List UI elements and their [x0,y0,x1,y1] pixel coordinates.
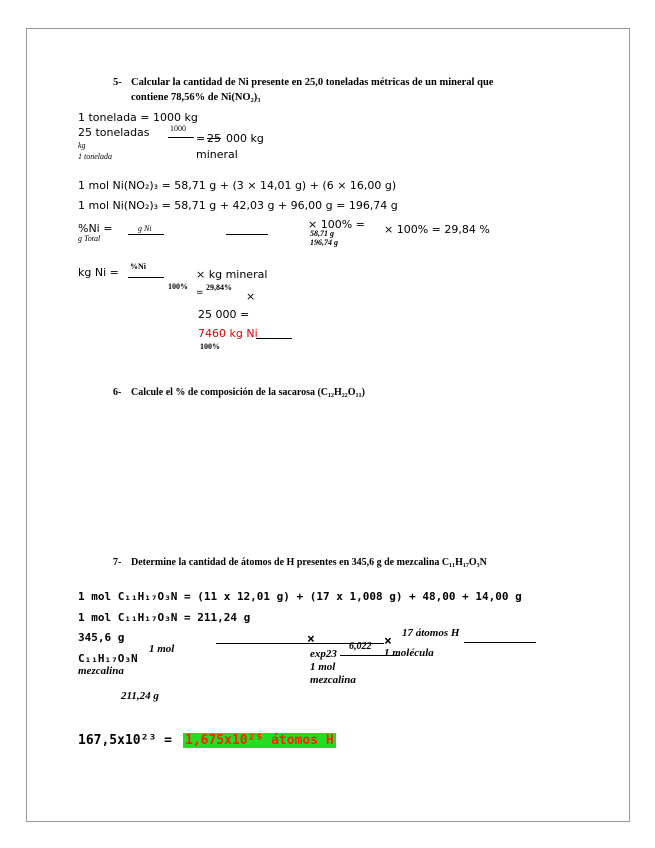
pct-result: × 100% = 29,84 % [384,223,490,236]
kg-eq-prefix: = [196,288,204,298]
pct-denominator: g Total [78,234,101,243]
kg-times: × [246,290,256,303]
ton-equivalence: 1 tonelada = 1000 kg [78,111,198,124]
molar-mass-line1: 1 mol Ni(NO₂)₃ = 58,71 g + (3 × 14,01 g) + (6 × 16,00 g) [78,179,397,192]
q7-times1: × [307,632,315,647]
pct-label: %Ni = [78,222,113,235]
q6-statement: Calcule el % de composición de la sacarosa (C₁₂H₂₂O₁₁) [131,387,365,398]
frac-denominator: 1 tonelada [78,152,112,161]
q7-one-molecula: 1 molécula [384,647,434,659]
q5-statement-line1: Calcular la cantidad de Ni presente en 25,0 toneladas métricas de un mineral que [131,77,494,88]
kg-result-bar [256,338,292,339]
q7-number: 7- [113,557,122,568]
q6-number: 6- [113,387,122,398]
q7-final-lhs: 167,5x10²³ = [78,733,172,748]
kg-100: 100% [200,342,220,351]
kg-denominator: 100% [168,282,188,291]
q7-mezcalina: mezcalina [78,665,124,677]
pct-frac-num: 58,71 g [310,229,334,238]
q7-statement: Determine la cantidad de átomos de H presentes en 345,6 g de mezcalina C₁₁H₁₇O₃N [131,557,487,568]
pct-frac-den: 196,74 g [310,238,338,247]
q7-mass: 345,6 g [78,631,125,644]
q7-one-mol: 1 mol [149,643,175,655]
pct-fraction-bar [128,234,164,235]
fraction-bar [168,137,194,138]
ton-lhs: 25 toneladas [78,126,150,139]
eq-strike: 25 [207,132,221,145]
pct-times-100: × 100% = [308,218,365,231]
q7-times2: × [384,634,392,649]
kg-mult: × kg mineral [196,268,268,281]
q7-molar-line1: 1 mol C₁₁H₁₇O₃N = (11 x 12,01 g) + (17 x 1,008 g) + 48,00 + 14,00 g [78,590,522,603]
pct-numerator: g Ni [138,224,152,233]
q7-mezcalina2: mezcalina [310,674,356,686]
q7-final-result-highlight: 1,675x10²⁵ átomos H [185,733,334,748]
kg-pct: 29,84% [206,283,232,292]
kg-25000: 25 000 = [198,308,250,321]
q7-atoms-numerator: 17 átomos H [402,627,460,639]
eq-rest: 000 kg [226,132,264,145]
kg-numerator: %Ni [130,262,146,271]
kg-fraction-bar [128,277,164,278]
eq-prefix: = [196,132,206,145]
kg-label: kg Ni = [78,266,119,279]
q7-exp: exp23 [310,648,337,660]
mineral-label: mineral [196,148,238,161]
kg-result: 7460 kg Ni [198,327,258,340]
q7-molar-line2: 1 mol C₁₁H₁₇O₃N = 211,24 g [78,611,251,624]
q5-statement-line2: contiene 78,56% de Ni(NO₂)₃ [131,92,261,103]
q7-fraction-bar3 [464,642,536,643]
q7-avogadro: 6,022 [349,641,372,652]
q5-number: 5- [113,77,122,88]
blank-line [226,234,268,235]
frac-unit: kg [78,141,86,150]
q7-formula: C₁₁H₁₇O₃N [78,652,138,665]
molar-mass-line2: 1 mol Ni(NO₂)₃ = 58,71 g + 42,03 g + 96,00 g = 196,74 g [78,199,398,212]
document-page [26,28,630,822]
frac-numerator: 1000 [170,124,186,133]
q7-one-mol2: 1 mol [310,661,336,673]
q7-molar-denominator: 211,24 g [121,690,159,702]
